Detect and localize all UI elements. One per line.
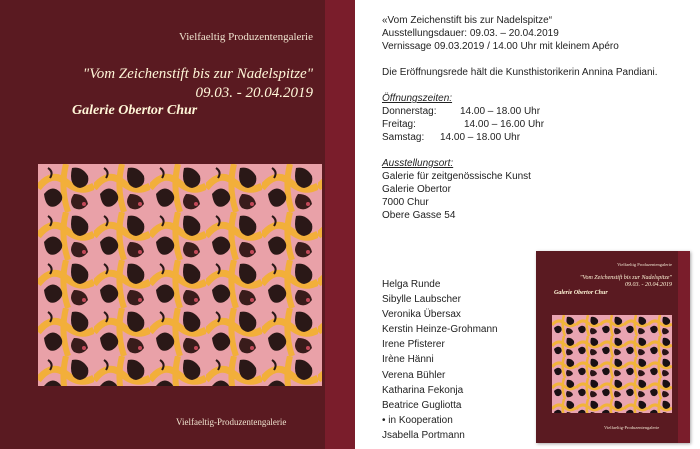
hours-day: Donnerstag: (382, 106, 437, 117)
hours-day: Freitag: (382, 119, 416, 130)
abstract-painting-icon (38, 164, 322, 386)
thumb-brand: Vielfaeltig Produzentengalerie (617, 262, 672, 267)
flyer-thumbnail (536, 251, 690, 443)
artist-name: Verena Bühler (382, 369, 446, 381)
artist-name: Katharina Fekonja (382, 384, 464, 396)
artist-name: • in Kooperation (382, 414, 453, 426)
artist-name: Sibylle Laubscher (382, 294, 461, 306)
hours-row (382, 131, 687, 144)
location-line: Obere Gasse 54 (382, 210, 456, 221)
hours-time: 14.00 – 16.00 Uhr (464, 119, 545, 130)
artist-name: Kerstin Heinze-Grohmann (382, 324, 498, 336)
thumb-edge-band (678, 251, 690, 443)
flyer-brand: Vielfaeltig Produzentengalerie (178, 31, 313, 43)
location-line: Galerie Obertor (382, 184, 451, 195)
artist-name: Helga Runde (382, 279, 441, 290)
thumb-footer: Vielfaeltig-Produzentengalerie (604, 425, 660, 430)
artist-list (382, 277, 498, 443)
hours-time: 14.00 – 18.00 Uhr (460, 106, 541, 117)
location-line: Galerie für zeitgenössische Kunst (382, 171, 531, 182)
exhibition-info (382, 14, 687, 222)
thumb-painting-icon (552, 315, 672, 413)
thumb-venue: Galerie Obertor Chur (554, 290, 608, 296)
artist-name: Beatrice Gugliotta (382, 399, 462, 411)
info-speech: Die Eröffnungsrede hält die Kunsthistorikerin Annina Pandiani. (382, 67, 658, 78)
location-line: 7000 Chur (382, 197, 429, 208)
info-title: «Vom Zeichenstift bis zur Nadelspitze“ (382, 15, 553, 26)
info-duration: Ausstellungsdauer: 09.03. – 20.04.2019 (382, 28, 559, 39)
thumb-title: "Vom Zeichenstift bis zur Nadelspitze" (579, 275, 672, 281)
flyer-footer: Vielfaeltig-Produzentengalerie (176, 417, 287, 427)
thumb-artwork-svg (552, 315, 672, 413)
location-heading: Ausstellungsort: (382, 158, 454, 169)
hours-day: Samstag: (382, 132, 425, 143)
artist-name: Irène Hänni (382, 354, 434, 366)
hours-heading: Öffnungszeiten: (382, 93, 453, 104)
hours-row (382, 105, 687, 118)
hours-row (382, 118, 687, 131)
flyer-title: "Vom Zeichenstift bis zur Nadelspitze" (82, 66, 313, 82)
info-vernissage: Vernissage 09.03.2019 / 14.00 Uhr mit kleinem Apéro (382, 41, 619, 52)
artist-name: Irene Pfisterer (382, 339, 445, 351)
hours-time: 14.00 – 18.00 Uhr (440, 132, 521, 143)
artist-name: Veronika Übersax (382, 309, 461, 321)
thumb-dates: 09.03. - 20.04.2019 (625, 282, 672, 288)
flyer-dates: 09.03. - 20.04.2019 (195, 85, 313, 101)
flyer-venue: Galerie Obertor Chur (72, 103, 198, 118)
flyer-edge-band (325, 0, 355, 449)
artist-name: Jsabella Portmann (382, 429, 465, 441)
artwork-svg (38, 164, 322, 386)
